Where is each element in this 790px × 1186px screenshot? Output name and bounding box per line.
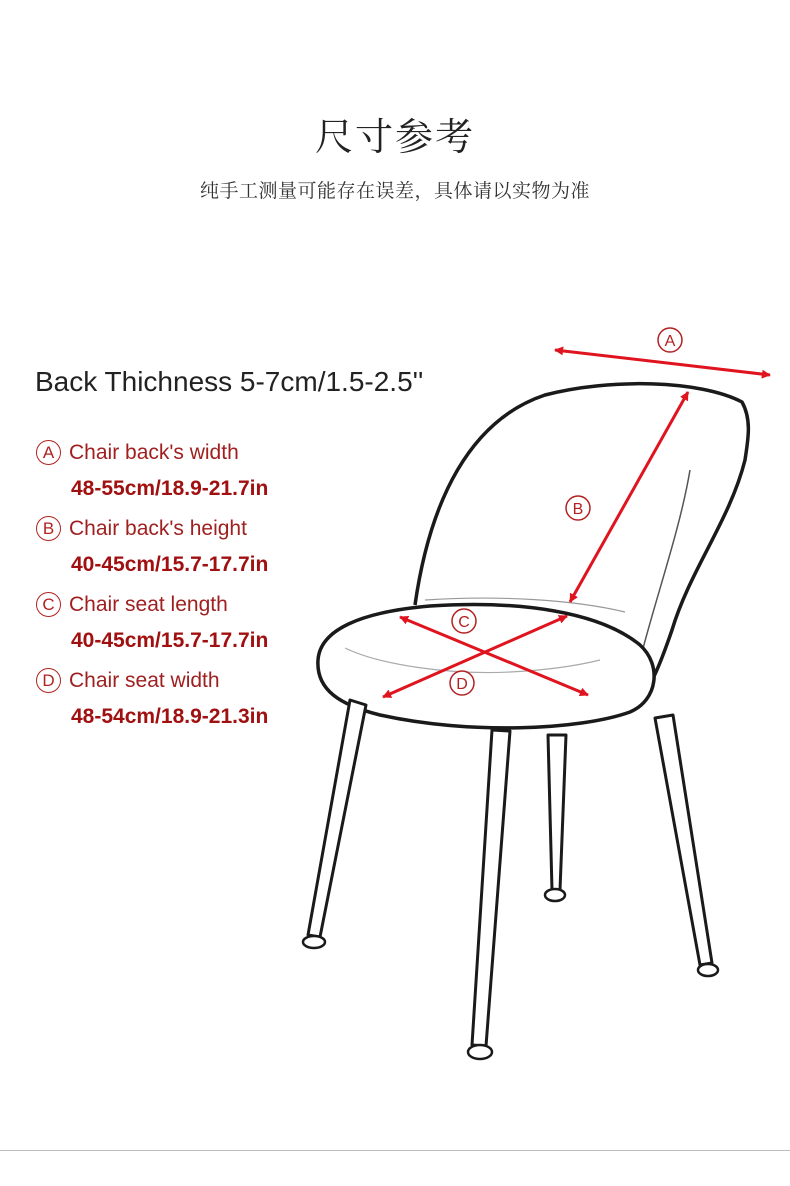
badge-c: C xyxy=(36,592,61,617)
svg-text:C: C xyxy=(458,614,470,631)
badge-d: D xyxy=(36,668,61,693)
spec-label: Chair back's width xyxy=(69,440,239,464)
marker-d xyxy=(450,671,474,695)
svg-text:B: B xyxy=(572,501,584,518)
spec-value: 48-54cm/18.9-21.3in xyxy=(71,705,269,728)
chair-leg-front-left xyxy=(303,700,366,948)
badge-a: A xyxy=(36,440,61,465)
svg-text:A: A xyxy=(664,333,676,350)
chair-leg-back-right xyxy=(655,715,718,976)
page-title: 尺寸参考 xyxy=(314,115,475,159)
spec-label: Chair seat length xyxy=(69,592,228,616)
spec-label: Chair seat width xyxy=(69,668,220,692)
svg-text:D: D xyxy=(456,676,468,693)
bottom-divider xyxy=(0,1150,790,1151)
marker-c xyxy=(452,609,476,633)
spec-value: 48-55cm/18.9-21.7in xyxy=(71,477,269,500)
chair-leg-back-left xyxy=(545,735,566,901)
back-thickness-label: Back Thichness 5-7cm/1.5-2.5'' xyxy=(35,366,424,397)
spec-value: 40-45cm/15.7-17.7in xyxy=(71,553,269,576)
page-subtitle: 纯手工测量可能存在误差，具体请以实物为准 xyxy=(199,180,590,202)
marker-b xyxy=(566,496,590,520)
badge-b: B xyxy=(36,516,61,541)
marker-a xyxy=(658,328,682,352)
chair-seat xyxy=(318,605,654,728)
spec-value: 40-45cm/15.7-17.7in xyxy=(71,629,269,652)
chair-leg-front-right xyxy=(468,730,510,1059)
arrow-back-width xyxy=(555,350,770,375)
spec-label: Chair back's height xyxy=(69,516,247,540)
